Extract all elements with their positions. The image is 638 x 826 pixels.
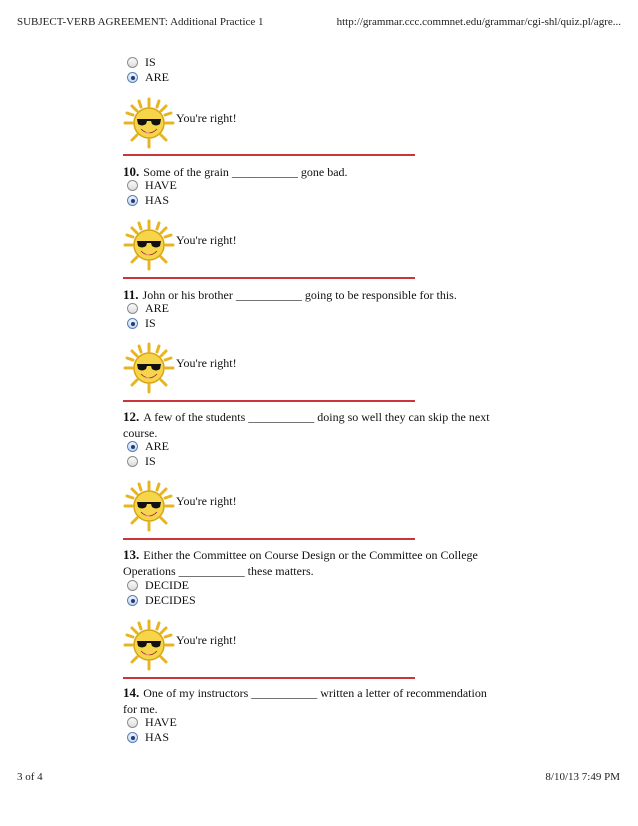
divider	[123, 538, 415, 540]
question-number: 13.	[123, 547, 140, 562]
divider	[123, 677, 415, 679]
radio-button-selected[interactable]	[127, 595, 138, 606]
feedback-row	[123, 619, 423, 671]
answer-option[interactable]	[127, 55, 156, 70]
option-label: IS	[145, 454, 156, 468]
feedback-row	[123, 219, 423, 271]
document-title: SUBJECT-VERB AGREEMENT: Additional Practice 1	[17, 16, 264, 28]
radio-button[interactable]	[127, 456, 138, 467]
answer-option[interactable]	[127, 193, 169, 208]
radio-button-selected[interactable]	[127, 318, 138, 329]
option-label: HAS	[145, 193, 170, 207]
radio-button-selected[interactable]	[127, 732, 138, 743]
feedback-row	[123, 342, 423, 394]
question-text: Either the Committee on Course Design or the Committee on College Operations ___________ these matters.	[123, 548, 478, 578]
question-13	[123, 547, 503, 579]
sun-with-sunglasses-icon	[123, 97, 175, 149]
feedback-text: You're right!	[176, 111, 237, 125]
answer-option[interactable]	[127, 715, 177, 730]
question-number: 10.	[123, 164, 140, 179]
question-text: One of my instructors ___________ written a letter of recommendation for me.	[123, 686, 487, 716]
question-text: Some of the grain ___________ gone bad.	[143, 165, 348, 179]
question-number: 12.	[123, 409, 140, 424]
print-datetime: 8/10/13 7:49 PM	[545, 771, 620, 783]
answer-option[interactable]	[127, 70, 169, 85]
radio-button[interactable]	[127, 580, 138, 591]
option-label: HAS	[145, 730, 170, 744]
question-text: John or his brother ___________ going to be responsible for this.	[142, 288, 457, 302]
answer-option[interactable]	[127, 316, 156, 331]
option-label: DECIDES	[145, 593, 196, 607]
answer-option[interactable]	[127, 439, 169, 454]
radio-button[interactable]	[127, 57, 138, 68]
radio-button[interactable]	[127, 180, 138, 191]
answer-option[interactable]	[127, 178, 177, 193]
divider	[123, 400, 415, 402]
feedback-text: You're right!	[176, 633, 237, 647]
option-label: IS	[145, 316, 156, 330]
feedback-text: You're right!	[176, 494, 237, 508]
question-number: 14.	[123, 685, 140, 700]
answer-option[interactable]	[127, 730, 169, 745]
question-12	[123, 409, 503, 441]
feedback-row	[123, 480, 423, 532]
sun-with-sunglasses-icon	[123, 480, 175, 532]
answer-option[interactable]	[127, 593, 196, 608]
answer-option[interactable]	[127, 301, 169, 316]
sun-with-sunglasses-icon	[123, 219, 175, 271]
question-text: A few of the students ___________ doing so well they can skip the next course.	[123, 410, 490, 440]
answer-option[interactable]	[127, 454, 156, 469]
option-label: ARE	[145, 301, 169, 315]
question-11	[123, 287, 503, 303]
divider	[123, 154, 415, 156]
divider	[123, 277, 415, 279]
radio-button-selected[interactable]	[127, 195, 138, 206]
radio-button[interactable]	[127, 717, 138, 728]
question-number: 11.	[123, 287, 139, 302]
option-label: HAVE	[145, 715, 177, 729]
option-label: ARE	[145, 70, 169, 84]
option-label: DECIDE	[145, 578, 189, 592]
option-label: ARE	[145, 439, 169, 453]
radio-button-selected[interactable]	[127, 72, 138, 83]
feedback-row	[123, 97, 423, 149]
option-label: HAVE	[145, 178, 177, 192]
sun-with-sunglasses-icon	[123, 619, 175, 671]
option-label: IS	[145, 55, 156, 69]
feedback-text: You're right!	[176, 233, 237, 247]
radio-button-selected[interactable]	[127, 441, 138, 452]
answer-option[interactable]	[127, 578, 189, 593]
page-url: http://grammar.ccc.commnet.edu/grammar/cgi-shl/quiz.pl/agre...	[336, 16, 621, 28]
sun-with-sunglasses-icon	[123, 342, 175, 394]
question-10	[123, 164, 503, 180]
feedback-text: You're right!	[176, 356, 237, 370]
radio-button[interactable]	[127, 303, 138, 314]
question-14	[123, 685, 503, 717]
page-counter: 3 of 4	[17, 771, 43, 783]
